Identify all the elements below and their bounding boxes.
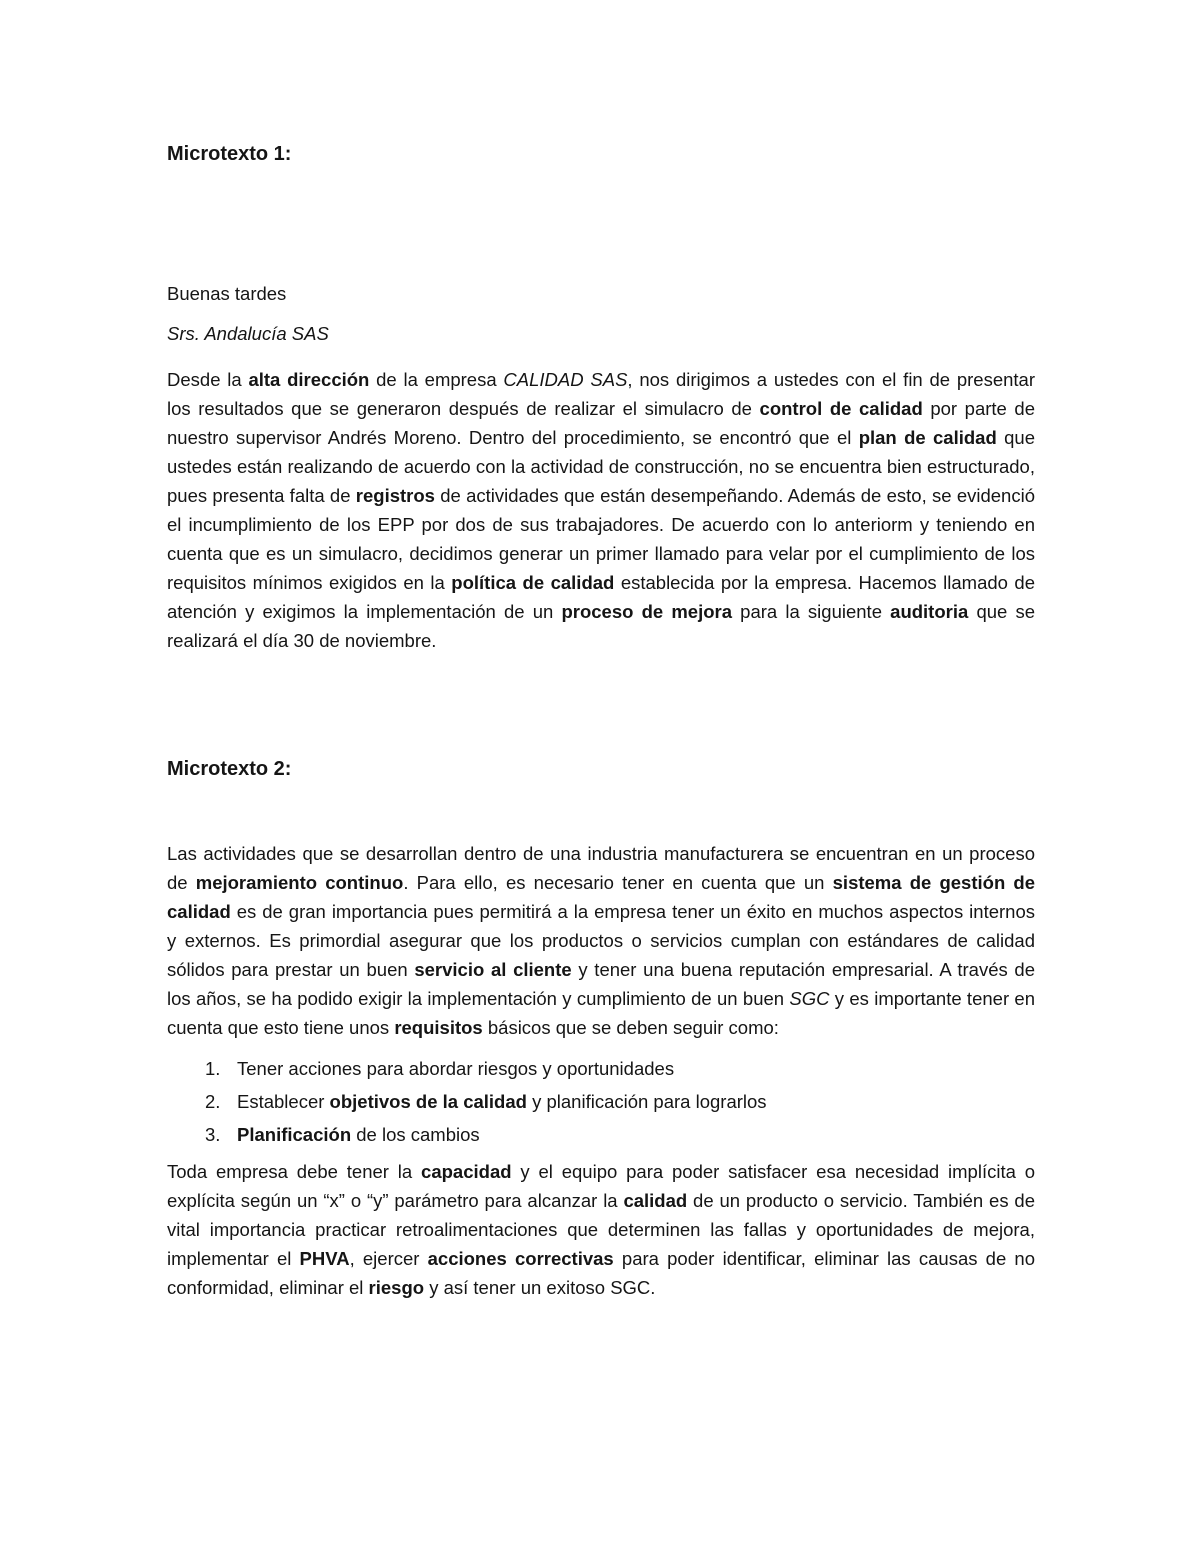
closing-paragraph: Toda empresa debe tener la capacidad y el equipo para poder satisfacer esa necesidad implícita o explícita según un “x” o “y” parámetro para alcanzar la calidad de un producto o servicio. También es de vital importancia practicar retroalimentaciones que determinen las fallas y oportunidades de mejora, implementar el PHVA, ejercer acciones correctivas para poder identificar, eliminar las causas de no conformidad, eliminar el riesgo y así tener un exitoso SGC. [167, 1161, 1036, 1298]
list-item-3 [205, 1120, 1035, 1149]
list-item-2-number: 2. [205, 1091, 221, 1112]
requirements-list [205, 1054, 1035, 1149]
list-item-3-number: 3. [205, 1124, 221, 1145]
greeting-paragraph: Buenas tardes [167, 283, 287, 304]
salutation-paragraph: Srs. Andalucía SAS [167, 323, 329, 344]
microtexto-2-body-paragraph: Las actividades que se desarrollan dentro de una industria manufacturera se encuentran en un proceso de mejoramiento continuo. Para ello, es necesario tener en cuenta que un sistema de gestión de calidad es de gran importancia pues permitirá a la empresa tener un éxito en muchos aspectos internos y externos. Es primordial asegurar que los productos o servicios cumplan con estándares de calidad sólidos para prestar un buen servicio al cliente y tener una buena reputación empresarial. A través de los años, se ha podido exigir la implementación y cumplimiento de un buen SGC y es importante tener en cuenta que esto tiene unos requisitos básicos que se deben seguir como: [167, 843, 1036, 1038]
microtexto-1-heading: Microtexto 1: [167, 143, 292, 165]
microtexto-1-body-paragraph: Desde la alta dirección de la empresa CALIDAD SAS, nos dirigimos a ustedes con el fin de presentar los resultados que se generaron después de realizar el simulacro de control de calidad por parte de nuestro supervisor Andrés Moreno. Dentro del procedimiento, se encontró que el plan de calidad que ustedes están realizando de acuerdo con la actividad de construcción, no se encuentra bien estructurado, pues presenta falta de registros de actividades que están desempeñando. Además de esto, se evidenció el incumplimiento de los EPP por dos de sus trabajadores. De acuerdo con lo anteriorm y teniendo en cuenta que es un simulacro, decidimos generar un primer llamado para velar por el cumplimiento de los requisitos mínimos exigidos en la política de calidad establecida por la empresa. Hacemos llamado de atención y exigimos la implementación de un proceso de mejora para la siguiente auditoria que se realizará el día 30 de noviembre. [167, 369, 1036, 651]
list-item-2-text: Establecer objetivos de la calidad y planificación para lograrlos [237, 1091, 767, 1112]
list-item-3-text: Planificación de los cambios [237, 1124, 480, 1145]
list-item-2 [205, 1087, 1035, 1116]
list-item-1 [205, 1054, 1035, 1083]
list-item-1-number: 1. [205, 1058, 221, 1079]
list-item-1-text: Tener acciones para abordar riesgos y oportunidades [237, 1058, 675, 1079]
microtexto-2-heading: Microtexto 2: [167, 758, 292, 780]
